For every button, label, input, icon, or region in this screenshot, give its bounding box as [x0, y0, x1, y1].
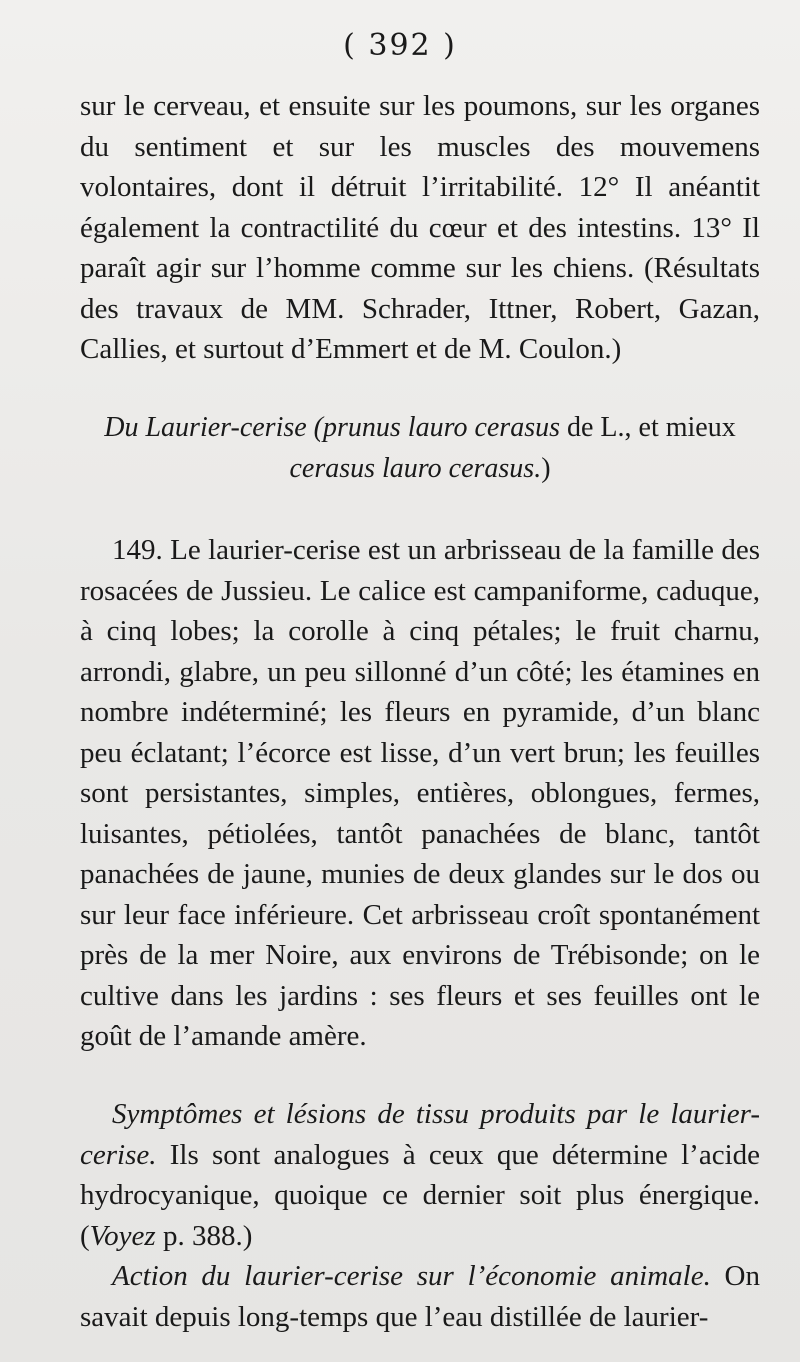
symptoms-paragraph	[80, 1094, 760, 1256]
action-body: On savait depuis long-temps que l’eau distillée de laurier-	[80, 1260, 761, 1333]
section-149-paragraph: 149. Le laurier-cerise est un arbrisseau de la famille des rosacées de Jussieu. Le calice est campaniforme, caduque, à cinq lobes; la corolle à cinq pétales; le fruit charnu, arrondi, glabre, un peu sillonné d’un côté; les étamines en nombre indéterminé; les fleurs en pyramide, d’un blanc peu éclatant; l’écorce est lisse, d’un vert brun; les feuilles sont persistantes, simples, entières, oblongues, fermes, luisantes, pétiolées, tantôt panachées de blanc, tantôt panachées de jaune, munies de deux glandes sur le dos ou sur leur face inférieure. Cet arbrisseau croît spontanément près de la mer Noire, aux environs de Trébisonde; on le cultive dans les jardins : ses fleurs et ses feuilles ont le goût de l’amande amère.	[80, 534, 760, 1052]
heading-part: de L., et mieux	[560, 412, 736, 443]
page-reference: p. 388.)	[155, 1219, 253, 1252]
heading-latin-name-alt: cerasus lauro cerasus.	[289, 452, 542, 484]
page-number: ( 392 )	[343, 28, 457, 63]
continuation-paragraph: sur le cerveau, et ensuite sur les poumons, sur les organes du sentiment et sur les muscles des mouvemens volontaires, dont il détruit l’irritabilité. 12° Il anéantit également la contractilité du cœur et des intestins. 13° Il paraît agir sur l’homme comme sur les chiens. (Résultats des travaux de MM. Schrader, Ittner, Robert, Gazan, Callies, et surtout d’Emmert et de M. Coulon.)	[80, 90, 760, 365]
symptoms-body: Ils sont analogues à ceux que détermine l’acide hydrocyanique, quoique ce dernier soit plus énergique. (	[80, 1138, 760, 1252]
heading-latin-name: prunus lauro cerasus	[323, 412, 560, 443]
voyez-word: Voyez	[89, 1219, 156, 1252]
action-lead: Action du laurier-cerise sur l’économie animale.	[112, 1260, 711, 1292]
heading-part: Du Laurier-cerise (	[104, 412, 324, 443]
heading-part: )	[541, 452, 551, 484]
section-heading	[80, 408, 760, 489]
symptoms-lead: Symptômes et lésions de tissu produits par le laurier-cerise.	[80, 1098, 760, 1171]
action-paragraph	[80, 1256, 760, 1337]
